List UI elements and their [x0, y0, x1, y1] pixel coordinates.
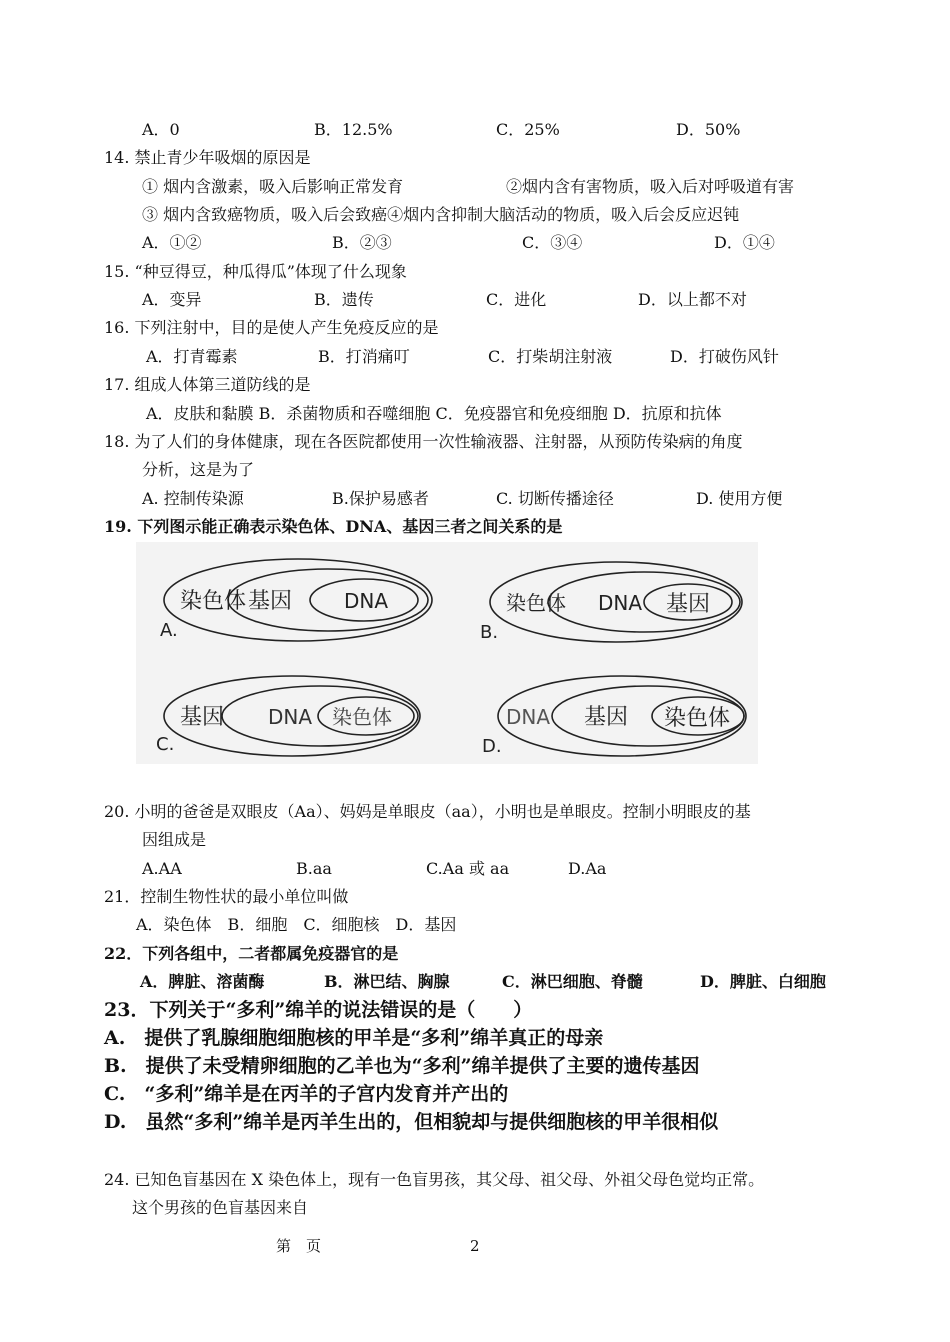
page-number: 2: [470, 1237, 480, 1255]
q18-stem-line2: 分析，这是为了: [142, 460, 255, 479]
q19-diagram: [136, 542, 758, 764]
q21-stem: 21．控制生物性状的最小单位叫做: [104, 887, 349, 906]
diagram-a-inner-label: DNA: [344, 589, 389, 613]
q13-option-d: D．50%: [676, 120, 741, 139]
q15-option-a: A．变异: [142, 290, 202, 309]
q23-option-b: B. 提供了未受精卵细胞的乙羊也为“多利”绵羊提供了主要的遗传基因: [104, 1055, 700, 1077]
page-footer-label: 第 页: [276, 1237, 322, 1255]
q14-stem: 14. 禁止青少年吸烟的原因是: [104, 148, 311, 167]
q13-option-b: B．12.5%: [314, 120, 393, 139]
q14-option-c: C．③④: [522, 233, 583, 252]
q23-option-a: A. 提供了乳腺细胞细胞核的甲羊是“多利”绵羊真正的母亲: [104, 1027, 604, 1049]
q15-option-d: D．以上都不对: [638, 290, 747, 309]
diagram-b-inner-label: 基因: [666, 592, 711, 617]
q24-stem-line2: 这个男孩的色盲基因来自: [132, 1198, 309, 1217]
q20-option-a: A.AA: [142, 859, 182, 878]
q18-option-c: C. 切断传播途径: [496, 489, 614, 508]
q18-option-b: B.保护易感者: [332, 489, 429, 508]
diagram-a-middle-label: 基因: [248, 589, 293, 614]
q16-option-d: D．打破伤风针: [670, 347, 779, 366]
diagram-a-letter: A.: [160, 620, 178, 641]
diagram-b-letter: B.: [480, 622, 499, 643]
q19-stem: 19. 下列图示能正确表示染色体、DNA、基因三者之间关系的是: [104, 517, 563, 536]
q23-option-c: C. “多利”绵羊是在丙羊的子宫内发育并产出的: [104, 1083, 509, 1105]
q20-stem-line1: 20. 小明的爸爸是双眼皮（Aa）、妈妈是单眼皮（aa），小明也是单眼皮。控制小明眼皮的基: [104, 802, 751, 821]
q15-option-c: C．进化: [486, 290, 547, 309]
q22-option-c: C．淋巴细胞、脊髓: [502, 972, 643, 991]
diagram-b-middle-label: DNA: [598, 591, 643, 615]
q15-option-b: B．遗传: [314, 290, 374, 309]
q22-option-a: A．脾脏、溶菌酶: [140, 972, 265, 991]
q20-stem-line2: 因组成是: [142, 830, 207, 849]
q14-option-d: D．①④: [714, 233, 775, 252]
q16-option-b: B．打消痛叮: [318, 347, 410, 366]
q18-option-a: A. 控制传染源: [142, 489, 244, 508]
q23-option-d: D. 虽然“多利”绵羊是丙羊生出的，但相貌却与提供细胞核的甲羊很相似: [104, 1111, 719, 1133]
q24-stem-line1: 24. 已知色盲基因在 X 染色体上，现有一色盲男孩，其父母、祖父母、外祖父母色觉均正常。: [104, 1170, 765, 1189]
diagram-d-letter: D.: [482, 736, 502, 757]
q20-option-c: C.Aa 或 aa: [426, 859, 510, 878]
q14-line1a: ① 烟内含激素，吸入后影响正常发育: [142, 177, 404, 196]
q21-options: A．染色体 B．细胞 C．细胞核 D．基因: [136, 915, 457, 934]
diagram-d-outer-label: DNA: [506, 705, 551, 729]
q14-line1b: ②烟内含有害物质，吸入后对呼吸道有害: [506, 177, 795, 196]
q16-option-a: A．打青霉素: [146, 347, 238, 366]
q18-stem-line1: 18. 为了人们的身体健康，现在各医院都使用一次性输液器、注射器，从预防传染病的角度: [104, 432, 743, 451]
q23-stem: 23．下列关于“多利”绵羊的说法错误的是（ ）: [104, 999, 533, 1021]
q15-stem: 15. “种豆得豆，种瓜得瓜”体现了什么现象: [104, 262, 407, 281]
diagram-c-letter: C.: [156, 734, 175, 755]
diagram-c-middle-label: DNA: [268, 705, 313, 729]
q20-option-b: B.aa: [296, 859, 332, 878]
q16-option-c: C．打柴胡注射液: [488, 347, 613, 366]
q22-stem: 22．下列各组中，二者都属免疫器官的是: [104, 944, 399, 963]
q17-options: A．皮肤和黏膜 B．杀菌物质和吞噬细胞 C．免疫器官和免疫细胞 D．抗原和抗体: [146, 404, 722, 423]
q14-line2: ③ 烟内含致癌物质，吸入后会致癌④烟内含抑制大脑活动的物质，吸入后会反应迟钝: [142, 205, 740, 224]
diagram-c-inner-label: 染色体: [332, 705, 392, 729]
q22-option-b: B．淋巴结、胸腺: [324, 972, 450, 991]
q14-option-a: A．①②: [142, 233, 202, 252]
q17-stem: 17. 组成人体第三道防线的是: [104, 375, 311, 394]
q22-option-d: D．脾脏、白细胞: [700, 972, 826, 991]
q14-option-b: B．②③: [332, 233, 392, 252]
q13-option-c: C．25%: [496, 120, 560, 139]
diagram-a-outer-label: 染色体: [180, 589, 247, 614]
diagram-d-inner-label: 染色体: [664, 706, 731, 731]
q20-option-d: D.Aa: [568, 859, 607, 878]
diagram-c-outer-label: 基因: [180, 705, 225, 730]
q16-stem: 16. 下列注射中，目的是使人产生免疫反应的是: [104, 318, 439, 337]
diagram-b-outer-label: 染色体: [506, 591, 566, 615]
q18-option-d: D. 使用方便: [696, 489, 783, 508]
diagram-d-middle-label: 基因: [584, 705, 629, 730]
q13-option-a: A．0: [142, 120, 180, 139]
